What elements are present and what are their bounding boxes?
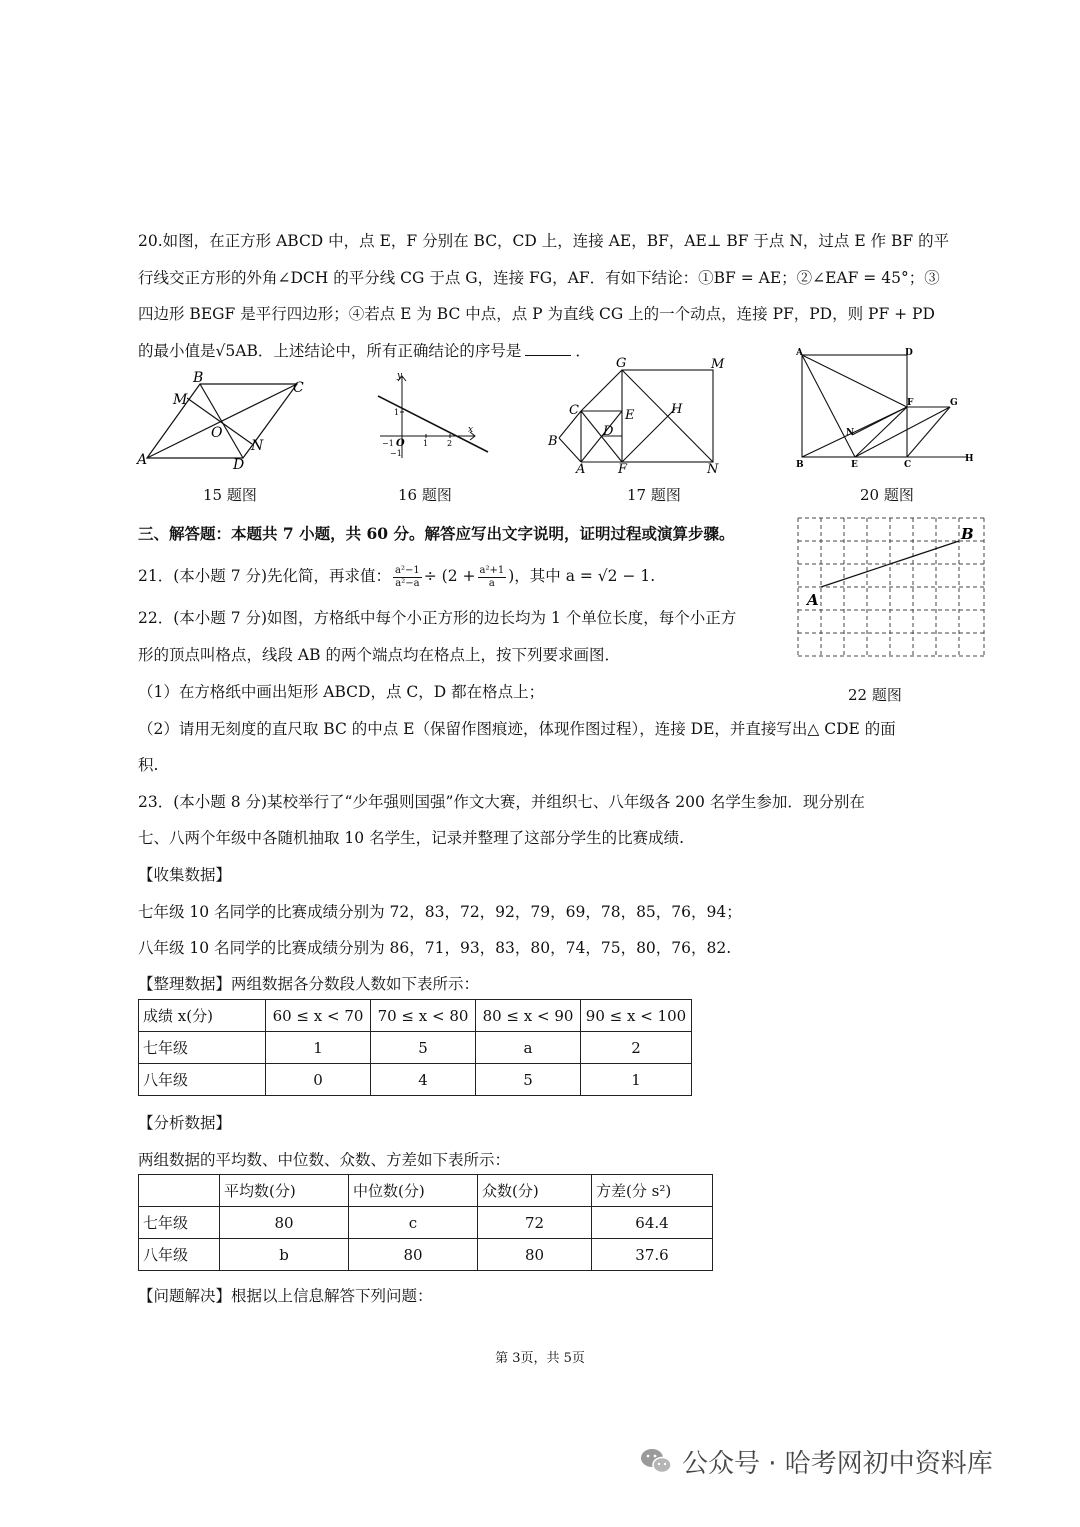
- table-cell: c: [349, 1207, 478, 1239]
- table-header: 90 ≤ x < 100: [581, 1000, 692, 1032]
- q21-f1-denominator: a²−a: [395, 577, 420, 589]
- table-cell: 0: [266, 1064, 371, 1096]
- q22-line5: 积.: [138, 756, 159, 774]
- f20-label-F: F: [907, 398, 914, 408]
- f15-label-M: M: [173, 392, 188, 408]
- f16-origin: O: [396, 438, 405, 449]
- q22-line3: （1）在方格纸中画出矩形 ABCD，点 C，D 都在格点上；: [138, 683, 545, 701]
- table-cell: 64.4: [592, 1207, 713, 1239]
- table-header: 80 ≤ x < 90: [476, 1000, 581, 1032]
- q22-line2: 形的顶点叫格点，线段 AB 的两个端点均在格点上，按下列要求画图．: [138, 646, 620, 664]
- table-header: 成绩 x(分): [139, 1000, 266, 1032]
- q20-line4-b: AB．上述结论中，所有正确结论的序号是: [235, 342, 522, 360]
- f15-label-O: O: [211, 425, 223, 441]
- f15-label-C: C: [293, 380, 304, 396]
- f17-label-H: H: [671, 402, 683, 417]
- figure-17: [545, 355, 735, 475]
- q23-grade7-scores: 七年级 10 名同学的比赛成绩分别为 72，83，72，92，79，69，78，85，76，94；: [138, 903, 742, 921]
- table-row: [139, 1064, 692, 1096]
- table-cell: 七年级: [139, 1207, 220, 1239]
- q23-analyze-desc: 两组数据的平均数、中位数、众数、方差如下表所示：: [138, 1151, 511, 1169]
- f15-label-N: N: [251, 438, 264, 454]
- q23-line1: 23．(本小题 8 分)某校举行了“少年强则国强”作文大赛，并组织七、八年级各 200 名学生参加．现分别在: [138, 793, 865, 811]
- q23-grade8-scores: 八年级 10 名同学的比赛成绩分别为 86，71，93，83，80，74，75，80，76，82.: [138, 939, 732, 957]
- caption-20: 20 题图: [860, 486, 914, 504]
- q20-line4-a: 的最小值是: [138, 342, 216, 360]
- f15-label-A: A: [137, 452, 148, 468]
- q20-line3: 四边形 BEGF 是平行四边形；④若点 E 为 BC 中点，点 P 为直线 CG 上的一个动点，连接 PF，PD，则 PF + PD: [138, 305, 935, 323]
- table-cell: 80: [220, 1207, 349, 1239]
- f15-label-D: D: [233, 457, 245, 470]
- table-header: 方差(分 s²): [592, 1175, 713, 1207]
- f22-label-A: A: [807, 591, 819, 609]
- f20-label-D: D: [905, 348, 913, 358]
- f16-ytick-m1: −1: [390, 449, 402, 458]
- f16-tick-1: 1: [423, 439, 429, 448]
- f17-label-M: M: [711, 357, 725, 372]
- f17-label-N: N: [707, 462, 719, 475]
- f17-label-F: F: [618, 462, 628, 475]
- q21-fraction-2: [478, 565, 507, 590]
- q21-fraction-1: [393, 565, 422, 590]
- f17-label-A: A: [576, 462, 586, 475]
- table-header: 众数(分): [478, 1175, 592, 1207]
- table-cell: 2: [581, 1032, 692, 1064]
- table-row: [139, 1239, 713, 1271]
- f22-label-B: B: [961, 525, 974, 543]
- table-cell: 八年级: [139, 1239, 220, 1271]
- q20-line4: [138, 339, 591, 361]
- table-row: [139, 1207, 713, 1239]
- figure-15: [135, 370, 310, 470]
- caption-17: 17 题图: [627, 486, 681, 504]
- q20-line2: 行线交正方形的外角∠DCH 的平分线 CG 于点 G，连接 FG，AF．有如下结论：①BF = AE；②∠EAF = 45°；③: [138, 269, 940, 287]
- f17-label-D: D: [603, 424, 614, 439]
- caption-16: 16 题图: [398, 486, 452, 504]
- q21: [138, 564, 655, 590]
- table-cell: b: [220, 1239, 349, 1271]
- table-cell: 80: [478, 1239, 592, 1271]
- figure-22: [795, 515, 990, 665]
- q21-mid: ÷ (2 +: [423, 567, 476, 585]
- table-cell: 1: [581, 1064, 692, 1096]
- f20-label-H: H: [965, 454, 974, 464]
- f20-label-G: G: [950, 398, 958, 408]
- table-header: 60 ≤ x < 70: [266, 1000, 371, 1032]
- f17-label-E: E: [625, 408, 635, 423]
- f20-label-B: B: [796, 460, 804, 470]
- table-cell: 1: [266, 1032, 371, 1064]
- f17-label-B: B: [548, 434, 558, 449]
- q21-f2-numerator: a²+1: [479, 564, 505, 576]
- f16-axis-x: x: [468, 425, 474, 435]
- f16-axis-y: y: [397, 371, 403, 381]
- table-row: [139, 1032, 692, 1064]
- q21-f2-denominator: a: [488, 577, 495, 589]
- q23-solve-heading: 【问题解决】根据以上信息解答下列问题：: [138, 1287, 433, 1305]
- wechat-icon: [640, 1447, 672, 1475]
- q20-line4-end: ．: [575, 342, 591, 360]
- f20-label-N: N: [846, 428, 855, 438]
- table-cell: 七年级: [139, 1032, 266, 1064]
- f20-label-A: A: [796, 348, 803, 358]
- q22-line1: 22．(本小题 7 分)如图，方格纸中每个小正方形的边长均为 1 个单位长度，每个小正方: [138, 609, 737, 627]
- q23-line2: 七、八两个年级中各随机抽取 10 名学生，记录并整理了这部分学生的比赛成绩.: [138, 829, 685, 847]
- q20-line1: 20.如图，在正方形 ABCD 中，点 E，F 分别在 BC，CD 上，连接 AE，BF，AE⊥ BF 于点 N，过点 E 作 BF 的平: [138, 232, 950, 250]
- watermark-text: 公众号 · 哈考网初中资料库: [682, 1449, 993, 1479]
- figure-16: [370, 370, 495, 462]
- q23-analyze-heading: 【分析数据】: [138, 1114, 232, 1132]
- table-cell: 37.6: [592, 1239, 713, 1271]
- f15-label-B: B: [193, 370, 204, 386]
- table-cell: 5: [476, 1064, 581, 1096]
- section-3-heading: 三、解答题：本题共 7 小题，共 60 分。解答应写出文字说明，证明过程或演算步骤。: [138, 524, 735, 543]
- table-cell: 5: [371, 1032, 476, 1064]
- table-header: 70 ≤ x < 80: [371, 1000, 476, 1032]
- figure-20: [790, 345, 980, 473]
- table-row: [139, 1000, 692, 1032]
- q20-sqrt: √5: [215, 342, 236, 360]
- table-row: [139, 1175, 713, 1207]
- q22-line4: （2）请用无刻度的直尺取 BC 的中点 E（保留作图痕迹，体现作图过程），连接 DE，并直接写出△ CDE 的面: [138, 720, 896, 738]
- statistics-table: [138, 1174, 713, 1271]
- page-footer: 第 3页，共 5页: [495, 1351, 585, 1366]
- table-header: 中位数(分): [349, 1175, 478, 1207]
- q21-prefix: 21．(本小题 7 分)先化简，再求值：: [138, 567, 392, 585]
- table-cell: 八年级: [139, 1064, 266, 1096]
- f16-tick-2: 2: [447, 439, 453, 448]
- score-distribution-table: [138, 999, 692, 1096]
- f17-label-G: G: [616, 356, 627, 371]
- q21-suffix: )，其中 a = √2 − 1.: [508, 567, 656, 585]
- caption-15: 15 题图: [203, 486, 257, 504]
- table-header: [139, 1175, 220, 1207]
- table-cell: 4: [371, 1064, 476, 1096]
- q21-f1-numerator: a²−1: [395, 564, 420, 576]
- table-header: 平均数(分): [220, 1175, 349, 1207]
- f16-ytick-1: 1: [394, 408, 400, 417]
- table-cell: 80: [349, 1239, 478, 1271]
- table-cell: 72: [478, 1207, 592, 1239]
- q23-organize-heading: 【整理数据】两组数据各分数段人数如下表所示：: [138, 975, 480, 993]
- q23-collect-heading: 【收集数据】: [138, 866, 232, 884]
- f20-label-E: E: [851, 460, 858, 470]
- caption-22: 22 题图: [848, 686, 902, 704]
- f20-label-C: C: [904, 460, 912, 470]
- table-cell: a: [476, 1032, 581, 1064]
- f17-label-C: C: [569, 403, 579, 418]
- f16-tick-m1: −1: [382, 439, 394, 448]
